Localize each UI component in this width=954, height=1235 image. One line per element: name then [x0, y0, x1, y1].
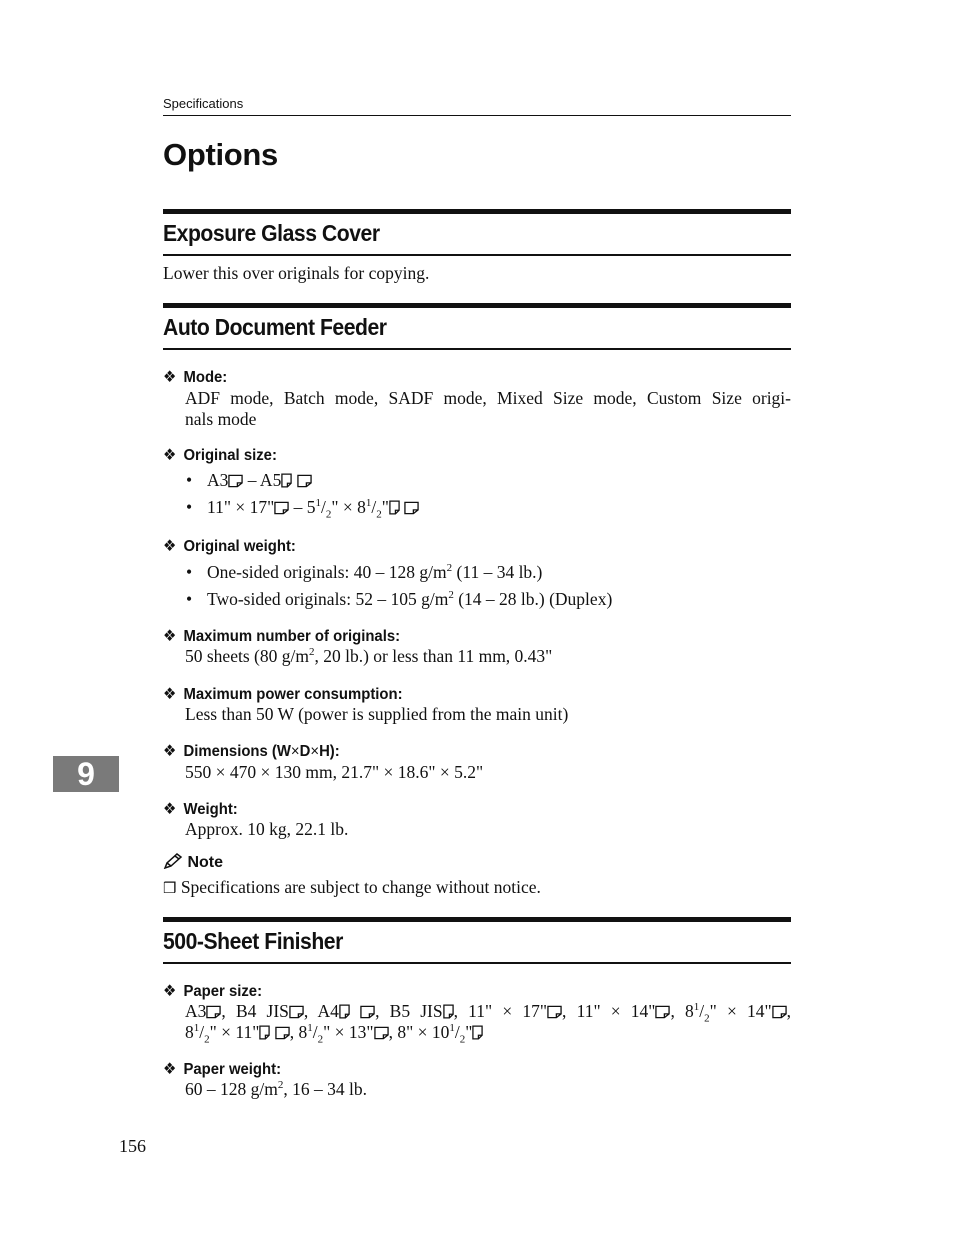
landscape-feed-icon — [404, 501, 419, 515]
chapter-tab: 9 — [53, 756, 119, 792]
bullet: • — [186, 562, 193, 582]
list-item-weight-two-sided: Two-sided originals: 52 – 105 $g/m^2$ (14 – 28 lb.) (Duplex) — [207, 589, 613, 609]
bullet: • — [186, 497, 193, 517]
landscape-feed-icon — [374, 1026, 389, 1040]
section-title-500-sheet-finisher: 500-Sheet Finisher — [163, 928, 343, 954]
item-heading-paper-size: ❖ Paper size: — [163, 983, 263, 1000]
pencil-icon — [163, 853, 183, 869]
portrait-feed-icon — [339, 1004, 350, 1019]
bullet: • — [186, 589, 193, 609]
item-heading-weight: ❖ Weight: — [163, 801, 238, 818]
diamond-icon: ❖ — [163, 801, 177, 818]
section-rule-bottom — [163, 254, 791, 256]
landscape-feed-icon — [297, 474, 312, 488]
portrait-feed-icon — [259, 1025, 270, 1040]
mode-text: ADF mode, Batch mode, SADF mode, Mixed Size mode, Custom Size origi- nals mode — [185, 388, 791, 429]
landscape-feed-icon — [275, 1026, 290, 1040]
diamond-icon: ❖ — [163, 369, 177, 386]
list-item-size-metric: A3 – A5 — [207, 470, 312, 491]
section-title-auto-document-feeder: Auto Document Feeder — [163, 314, 387, 340]
exposure-description: Lower this over originals for copying. — [163, 263, 430, 283]
landscape-feed-icon — [228, 474, 243, 488]
landscape-feed-icon — [360, 1005, 375, 1019]
portrait-feed-icon — [281, 473, 292, 488]
running-header: Specifications — [163, 96, 244, 111]
portrait-feed-icon — [389, 500, 400, 515]
landscape-feed-icon — [655, 1005, 670, 1019]
paper-size-text: A3 , B4 JIS , A4 , B5 JIS , 11" × 17" , 11" × 14" , $8^1/_2$" × 14" , $8^1/_2$" × 11" , $8^1/_2$" × 13" , 8" × $10^1/_2$" — [185, 1001, 792, 1046]
max-originals-text: 50 sheets (80 $g/m^2$, 20 lb.) or less than 11 mm, 0.43" — [185, 646, 553, 666]
max-power-text: Less than 50 W (power is supplied from the main unit) — [185, 704, 569, 724]
weight-text: Approx. 10 kg, 22.1 lb. — [185, 819, 349, 839]
header-rule — [163, 115, 791, 116]
section-rule-bottom — [163, 962, 791, 964]
section-rule-top — [163, 209, 791, 214]
section-title-exposure-glass-cover: Exposure Glass Cover — [163, 220, 380, 246]
item-heading-mode: ❖ Mode: — [163, 369, 228, 386]
diamond-icon: ❖ — [163, 447, 177, 464]
list-item-weight-one-sided: One-sided originals: 40 – 128 $g/m^2$ (11 – 34 lb.) — [207, 562, 543, 582]
paper-weight-text: 60 – 128 $g/m^2$, 16 – 34 lb. — [185, 1079, 367, 1099]
checkbox-icon: ❒ — [163, 879, 177, 897]
item-heading-paper-weight: ❖ Paper weight: — [163, 1061, 282, 1078]
diamond-icon: ❖ — [163, 538, 177, 555]
landscape-feed-icon — [547, 1005, 562, 1019]
dimensions-text: 550 × 470 × 130 mm, 21.7" × 18.6" × 5.2" — [185, 762, 484, 782]
landscape-feed-icon — [274, 501, 289, 515]
note-heading: Note — [163, 853, 223, 872]
diamond-icon: ❖ — [163, 628, 177, 645]
item-heading-max-power: ❖ Maximum power consumption: — [163, 686, 403, 703]
diamond-icon: ❖ — [163, 743, 177, 760]
page-number: 156 — [119, 1136, 146, 1156]
diamond-icon: ❖ — [163, 1061, 177, 1078]
page-title: Options — [163, 137, 278, 172]
section-rule-bottom — [163, 348, 791, 350]
bullet: • — [186, 470, 193, 490]
item-heading-original-size: ❖ Original size: — [163, 447, 277, 464]
portrait-feed-icon — [472, 1025, 483, 1040]
item-heading-max-originals: ❖ Maximum number of originals: — [163, 628, 401, 645]
landscape-feed-icon — [772, 1005, 787, 1019]
diamond-icon: ❖ — [163, 983, 177, 1000]
section-rule-top — [163, 917, 791, 922]
landscape-feed-icon — [206, 1005, 221, 1019]
item-heading-original-weight: ❖ Original weight: — [163, 538, 296, 555]
list-item-size-inch: 11" × 17" – $5^1/_2$" × $8^1/_2$" — [207, 497, 419, 518]
portrait-feed-icon — [443, 1004, 454, 1019]
landscape-feed-icon — [289, 1005, 304, 1019]
diamond-icon: ❖ — [163, 686, 177, 703]
note-item: ❒ Specifications are subject to change without notice. — [163, 877, 541, 897]
item-heading-dimensions: ❖ Dimensions (W×D×H): — [163, 743, 340, 760]
section-rule-top — [163, 303, 791, 308]
